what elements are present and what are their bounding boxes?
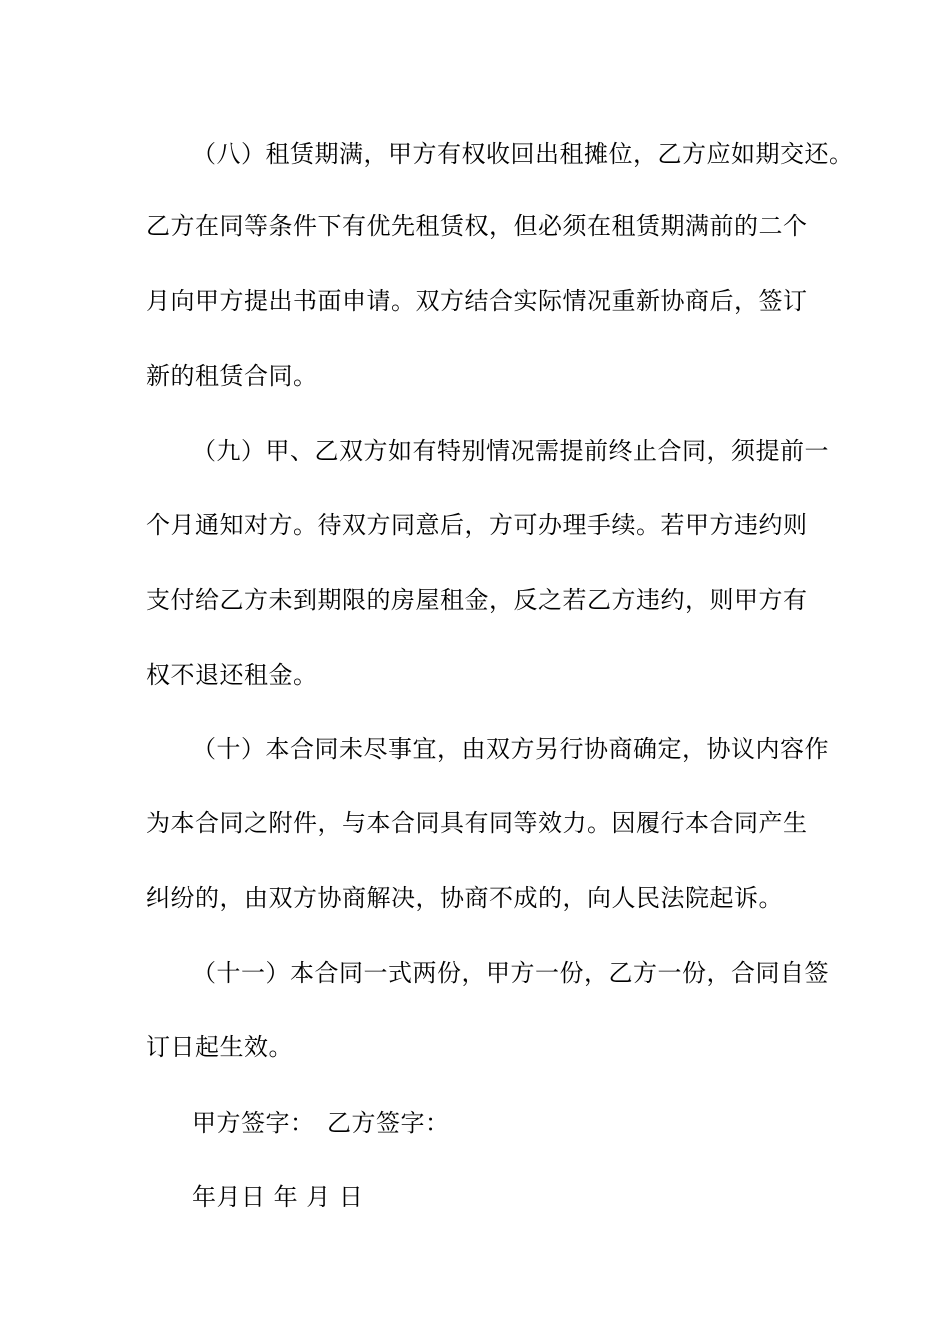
clause-11-line-1: （十一）本合同一式两份，甲方一份，乙方一份，合同自签 xyxy=(192,959,829,987)
clause-9-line-1: （九）甲、乙双方如有特别情况需提前终止合同，须提前一 xyxy=(192,437,829,465)
signature-line: 甲方签字： 乙方签字： xyxy=(192,1109,450,1137)
clause-8-line-4: 新的租赁合同。 xyxy=(146,362,318,390)
date-line: 年月日 年 月 日 xyxy=(192,1183,364,1211)
clause-10-line-2: 为本合同之附件，与本合同具有同等效力。因履行本合同产生 xyxy=(146,809,808,837)
clause-9-line-3: 支付给乙方未到期限的房屋租金，反之若乙方违约，则甲方有 xyxy=(146,586,808,614)
clause-8-line-1: （八）租赁期满，甲方有权收回出租摊位，乙方应如期交还。 xyxy=(192,140,854,168)
clause-8-line-3: 月向甲方提出书面申请。双方结合实际情况重新协商后，签订 xyxy=(146,287,808,315)
clause-11-line-2: 订日起生效。 xyxy=(146,1033,293,1061)
clause-9-line-2: 个月通知对方。待双方同意后，方可办理手续。若甲方违约则 xyxy=(146,511,808,539)
clause-8-line-2: 乙方在同等条件下有优先租赁权，但必须在租赁期满前的二个 xyxy=(146,212,808,240)
clause-10-line-3: 纠纷的，由双方协商解决，协商不成的，向人民法院起诉。 xyxy=(146,884,783,912)
clause-10-line-1: （十）本合同未尽事宜，由双方另行协商确定，协议内容作 xyxy=(192,735,829,763)
clause-9-line-4: 权不退还租金。 xyxy=(146,661,318,689)
